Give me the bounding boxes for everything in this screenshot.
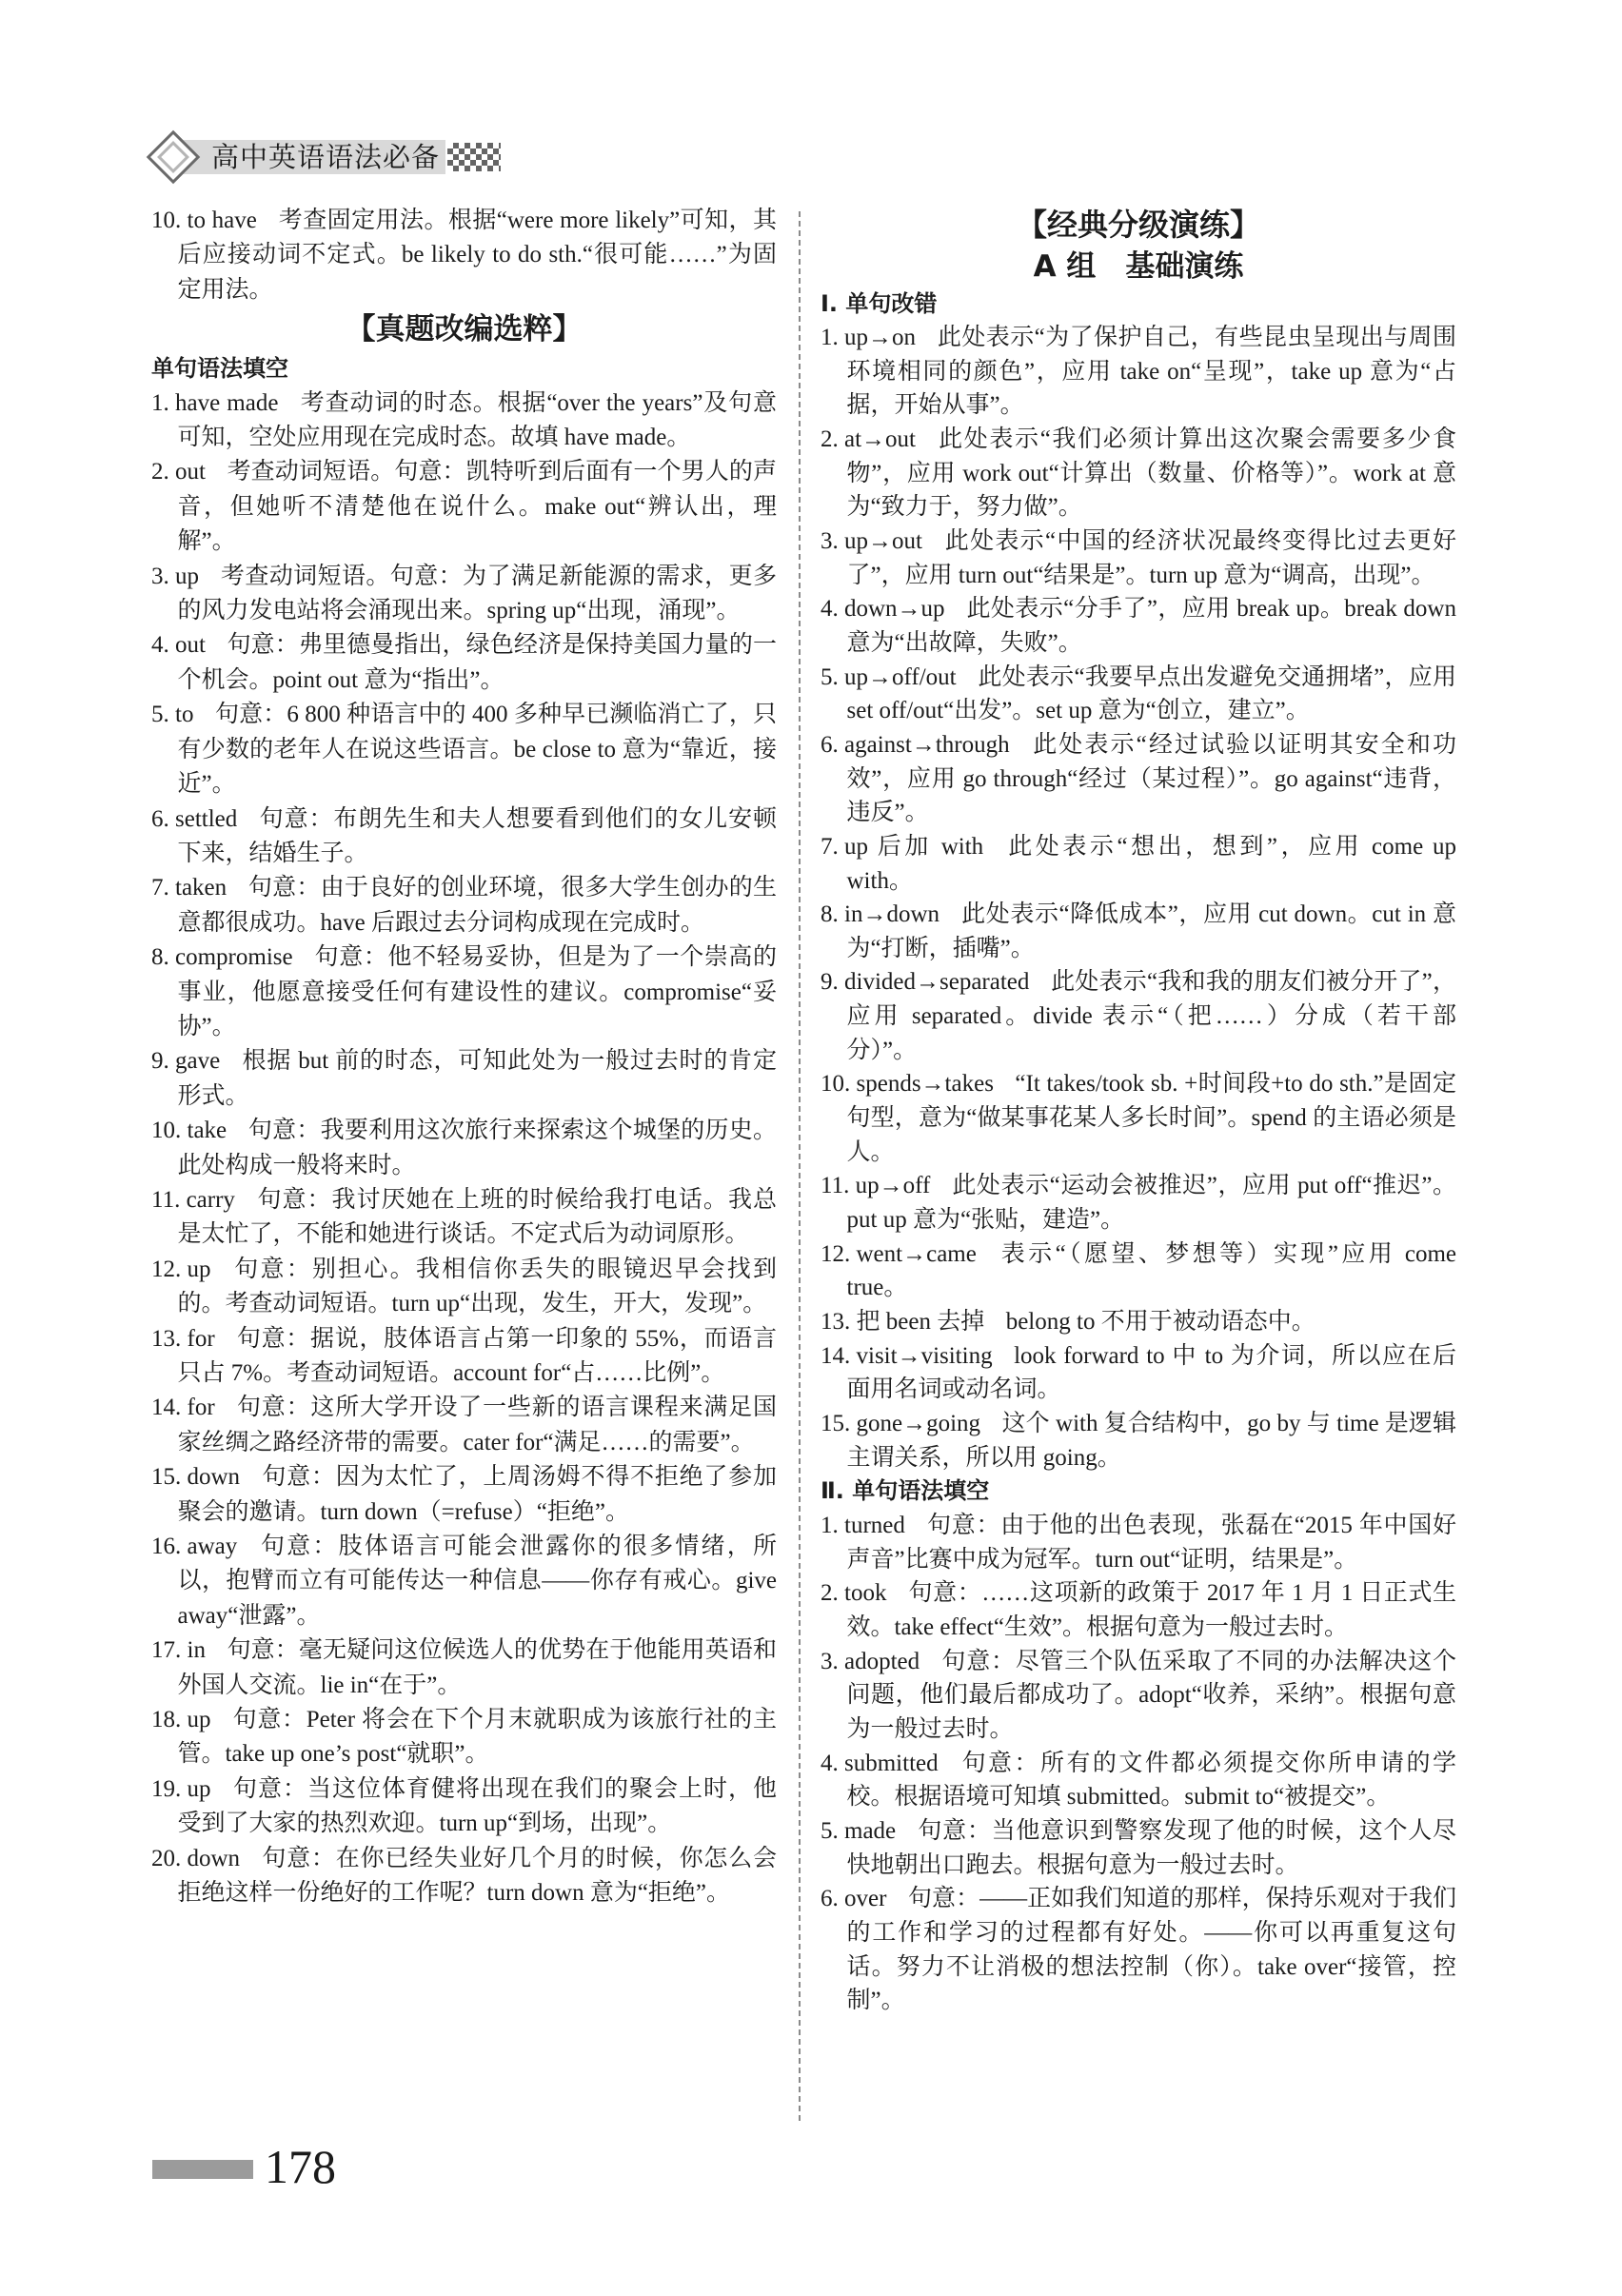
item-explanation: 句意：我要利用这次旅行来探索这个城堡的历史。此处构成一般将来时。: [177, 1118, 777, 1178]
item-explanation: 这个 with 复合结构中，go by 与 time 是逻辑主谓关系，所以用 going。: [846, 1411, 1456, 1471]
answer-item: [821, 423, 1456, 525]
part-heading: Ⅱ. 单句语法填空: [821, 1477, 990, 1505]
carryover-answer-item: [151, 204, 777, 307]
item-explanation: “It takes/took sb. +时间段+to do sth.”是固定句型，意为“做某事花某人多长时间”。spend 的主语必须是人。: [846, 1071, 1456, 1165]
item-explanation: 句意：毫无疑问这位候选人的优势在于他能用英语和外国人交流。lie in“在于”。: [177, 1637, 777, 1698]
item-number: 5.: [821, 1817, 839, 1844]
item-number: 6.: [821, 731, 839, 758]
answer-item: [821, 1169, 1456, 1237]
item-explanation: 此处表示“想出，想到”，应用 come up with。: [846, 833, 1456, 894]
item-number: 4.: [821, 596, 839, 623]
item-number: 8.: [821, 901, 839, 928]
item-answer: to have: [187, 208, 257, 233]
answer-item: [151, 1530, 777, 1633]
answer-item: [821, 592, 1456, 660]
item-answer: over: [844, 1886, 887, 1912]
item-explanation: 此处表示“分手了”，应用 break up。break down 意为“出故障，失败”。: [846, 596, 1456, 656]
answer-item: [821, 1339, 1456, 1407]
item-answer: made: [844, 1817, 897, 1844]
item-explanation: look forward to 中 to 为介词，所以应在后面用名词或动名词。: [846, 1342, 1456, 1403]
page-number: 178: [265, 2140, 336, 2193]
item-explanation: 句意：布朗先生和夫人想要看到他们的女儿安顿下来，结婚生子。: [177, 805, 777, 866]
section-title: 【真题改编选粹】: [346, 312, 583, 347]
item-explanation: 此处表示“我们必须计算出这次聚会需要多少食物”，应用 work out“计算出（数量、价格等）”。work at 意为“致力于，努力做”。: [846, 426, 1456, 521]
item-answer: for: [187, 1395, 215, 1421]
answer-item: [821, 661, 1456, 728]
item-number: 11.: [151, 1186, 181, 1213]
item-answer: in: [187, 1637, 206, 1664]
item-number: 9.: [821, 969, 839, 996]
item-answer: 把 been 去掉: [856, 1309, 985, 1336]
item-number: 2.: [821, 426, 839, 452]
item-explanation: 根据 but 前的时态，可知此处为一般过去时的肯定形式。: [177, 1048, 777, 1109]
item-answer: up→off/out: [844, 663, 957, 690]
item-answer: up→off: [855, 1173, 931, 1199]
answer-item: [821, 1067, 1456, 1169]
answer-item: [151, 1633, 777, 1703]
item-explanation: 句意：我讨厌她在上班的时候给我打电话。我总是太忙了，不能和她进行谈话。不定式后为动词原形。: [177, 1186, 777, 1248]
item-number: 1.: [821, 1512, 839, 1538]
answer-item: [151, 560, 777, 629]
item-number: 10.: [151, 1118, 182, 1144]
answer-item: [151, 1391, 777, 1460]
answer-item: [821, 1509, 1456, 1576]
item-answer: away: [187, 1534, 238, 1560]
item-number: 14.: [151, 1395, 182, 1421]
item-explanation: belong to 不用于被动语态中。: [1005, 1309, 1315, 1336]
section-title: 【经典分级演练】: [1016, 207, 1260, 243]
answer-item: [151, 1842, 777, 1911]
item-explanation: 句意：这所大学开设了一些新的语言课程来满足国家丝绸之路经济带的需要。cater for“满足……的需要”。: [177, 1395, 777, 1455]
item-answer: settled: [175, 805, 238, 832]
item-answer: up: [187, 1707, 211, 1733]
item-answer: took: [844, 1580, 887, 1607]
item-explanation: 考查动词短语。句意：凯特听到后面有一个男人的声音，但她听不清楚他在说什么。make out“辨认出，理解”。: [177, 459, 777, 555]
answer-item: [821, 1305, 1456, 1339]
answer-item: [151, 1703, 777, 1772]
diamond-ornament-icon: [147, 130, 201, 185]
item-number: 16.: [151, 1534, 182, 1560]
item-explanation: 考查固定用法。根据“were more likely”可知，其后应接动词不定式。be likely to do sth.“很可能……”为固定用法。: [177, 208, 777, 303]
item-answer: for: [187, 1325, 215, 1352]
answer-item: [151, 698, 777, 802]
answer-item: [821, 830, 1456, 898]
item-answer: out: [175, 632, 206, 659]
item-answer: have made: [175, 389, 279, 416]
item-answer: against→through: [844, 731, 1010, 758]
item-explanation: 此处表示“降低成本”，应用 cut down。cut in 意为“打断，插嘴”。: [846, 901, 1456, 961]
item-explanation: 句意：Peter 将会在下个月末就职成为该旅行社的主管。take up one’s post“就职”。: [177, 1707, 777, 1768]
answer-item: [151, 940, 777, 1044]
answer-item: [151, 386, 777, 456]
item-number: 6.: [151, 805, 169, 832]
item-answer: at→out: [844, 426, 916, 452]
item-explanation: 句意：……这项新的政策于 2017 年 1 月 1 日正式生效。take effect“生效”。根据句意为一般过去时。: [846, 1580, 1456, 1640]
answer-item: [151, 1253, 777, 1322]
footer-bar: [152, 2160, 253, 2179]
item-explanation: 此处表示“中国的经济状况最终变得比过去更好了”，应用 turn out“结果是”。turn up 意为“调高，出现”。: [846, 527, 1456, 588]
item-explanation: 句意：——正如我们知道的那样，保持乐观对于我们的工作和学习的过程都有好处。——你可以再重复这句话。努力不让消极的想法控制（你）。take over“接管，控制”。: [846, 1886, 1456, 2014]
item-explanation: 句意：尽管三个队伍采取了不同的办法解决这个问题，他们最后都成功了。adopt“收养，采纳”。根据句意为一般过去时。: [846, 1648, 1456, 1742]
item-explanation: 此处表示“经过试验以证明其安全和功效”，应用 go through“经过（某过程）”。go against“违背，违反”。: [846, 731, 1456, 826]
item-explanation: 此处表示“运动会被推迟”，应用 put off“推迟”。put up 意为“张贴，建造”。: [846, 1173, 1456, 1234]
item-answer: in→down: [844, 901, 940, 928]
checker-ornament-icon: [447, 143, 501, 171]
item-number: 1.: [821, 325, 839, 350]
group-title: A 组 基础演练: [1033, 249, 1244, 284]
item-number: 11.: [821, 1173, 850, 1199]
item-answer: turned: [844, 1512, 905, 1538]
item-number: 17.: [151, 1637, 182, 1664]
item-explanation: 句意：由于他的出色表现，张磊在“2015 年中国好声音”比赛中成为冠军。turn out“证明，结果是”。: [846, 1512, 1456, 1573]
answer-item: [151, 1183, 777, 1253]
item-explanation: 句意：在你已经失业好几个月的时候，你怎么会拒绝这样一份绝好的工作呢？turn down 意为“拒绝”。: [177, 1845, 777, 1907]
item-number: 12.: [151, 1256, 182, 1282]
answer-item: [151, 628, 777, 698]
item-answer: down: [187, 1845, 241, 1871]
answer-item: [821, 525, 1456, 592]
item-number: 9.: [151, 1048, 169, 1075]
item-number: 4.: [821, 1750, 839, 1776]
answer-item: [151, 1460, 777, 1530]
item-answer: down: [187, 1464, 241, 1491]
item-explanation: 考查动词短语。句意：为了满足新能源的需求，更多的风力发电站将会涌现出来。spring up“出现，涌现”。: [177, 563, 777, 624]
answer-item: [821, 1407, 1456, 1475]
item-number: 2.: [821, 1580, 839, 1607]
item-answer: taken: [175, 875, 227, 901]
answer-item: [151, 1114, 777, 1183]
item-number: 1.: [151, 389, 169, 416]
answer-item: [151, 802, 777, 872]
part-heading: Ⅰ. 单句改错: [821, 290, 938, 317]
item-answer: up: [187, 1256, 211, 1282]
item-number: 2.: [151, 459, 169, 485]
item-answer: submitted: [844, 1750, 939, 1776]
item-answer: take: [187, 1118, 227, 1144]
item-answer: visit→visiting: [856, 1342, 993, 1369]
answer-item: [151, 1322, 777, 1392]
answer-item: [821, 728, 1456, 830]
answer-item: [821, 1645, 1456, 1747]
item-number: 3.: [821, 527, 839, 554]
section-subheading: 单句语法填空: [151, 355, 288, 383]
item-answer: adopted: [844, 1648, 920, 1674]
answer-item: [821, 1237, 1456, 1305]
answer-item: [821, 1576, 1456, 1644]
item-explanation: 句意：由于良好的创业环境，很多大学生创办的生意都很成功。have 后跟过去分词构成现在完成时。: [177, 875, 777, 936]
item-explanation: 此处表示“我和我的朋友们被分开了”，应用 separated。divide 表示“（把……）分成（若干部分）”。: [846, 969, 1456, 1063]
answer-item: [821, 1882, 1456, 2018]
item-explanation: 句意：他不轻易妥协，但是为了一个崇高的事业，他愿意接受任何有建设性的建议。compromise“妥协”。: [177, 944, 777, 1039]
item-number: 13.: [151, 1325, 182, 1352]
item-number: 7.: [151, 875, 169, 901]
item-answer: went→came: [856, 1240, 977, 1267]
item-answer: up: [175, 563, 199, 589]
answer-item: [821, 965, 1456, 1067]
right-column: [821, 204, 1456, 2146]
item-answer: gone→going: [856, 1411, 981, 1436]
item-number: 20.: [151, 1845, 182, 1871]
answer-item: [151, 455, 777, 559]
item-number: 12.: [821, 1240, 851, 1267]
item-explanation: 此处表示“为了保护自己，有些昆虫呈现出与周围环境相同的颜色”，应用 take on“呈现”，take up 意为“占据，开始从事”。: [846, 325, 1456, 419]
item-number: 3.: [821, 1648, 839, 1674]
answer-list: [821, 321, 1456, 1475]
item-number: 15.: [151, 1464, 182, 1491]
item-number: 10.: [151, 208, 182, 233]
item-answer: up 后加 with: [844, 833, 984, 860]
item-number: 18.: [151, 1707, 182, 1733]
answer-list: [821, 1509, 1456, 2018]
item-answer: spends→takes: [856, 1071, 994, 1098]
item-explanation: 句意：弗里德曼指出，绿色经济是保持美国力量的一个机会。point out 意为“指出”。: [177, 632, 777, 693]
item-explanation: 句意：因为太忙了，上周汤姆不得不拒绝了参加聚会的邀请。turn down（=refuse）“拒绝”。: [177, 1464, 777, 1525]
item-answer: up: [187, 1775, 211, 1802]
item-answer: down→up: [844, 596, 945, 623]
answer-item: [151, 1772, 777, 1842]
left-column: [151, 204, 777, 2146]
item-number: 10.: [821, 1071, 851, 1098]
item-explanation: 句意：肢体语言可能会泄露你的很多情绪，所以，抱臂而立有可能传达一种信息——你存有戒心。give away“泄露”。: [177, 1534, 777, 1629]
item-number: 3.: [151, 563, 169, 589]
answer-list: [151, 386, 777, 1911]
answer-item: [821, 1747, 1456, 1814]
answer-item: [151, 871, 777, 940]
item-answer: compromise: [175, 944, 293, 971]
item-explanation: 句意：别担心。我相信你丢失的眼镜迟早会找到的。考查动词短语。turn up“出现，发生，开大，发现”。: [177, 1256, 777, 1317]
item-number: 13.: [821, 1309, 851, 1336]
item-number: 15.: [821, 1411, 851, 1436]
item-explanation: 句意：当这位体育健将出现在我们的聚会上时，他受到了大家的热烈欢迎。turn up“到场，出现”。: [177, 1775, 777, 1837]
item-explanation: 句意：6 800 种语言中的 400 多种早已濒临消亡了，只有少数的老年人在说这些语言。be close to 意为“靠近，接近”。: [177, 702, 777, 798]
item-explanation: 表示“（愿望、梦想等）实现”应用 come true。: [846, 1240, 1456, 1301]
item-number: 5.: [151, 702, 169, 728]
item-explanation: 此处表示“我要早点出发避免交通拥堵”，应用 set off/out“出发”。set up 意为“创立，建立”。: [846, 663, 1456, 724]
answer-item: [821, 898, 1456, 965]
item-number: 6.: [821, 1886, 839, 1912]
item-number: 4.: [151, 632, 169, 659]
item-explanation: 句意：当他意识到警察发现了他的时候，这个人尽快地朝出口跑去。根据句意为一般过去时。: [846, 1817, 1456, 1878]
item-answer: to: [175, 702, 194, 728]
answer-item: [821, 1814, 1456, 1882]
item-answer: up→on: [844, 325, 916, 350]
item-number: 8.: [151, 944, 169, 971]
answer-item: [821, 321, 1456, 423]
item-explanation: 考查动词的时态。根据“over the years”及句意可知，空处应用现在完成时态。故填 have made。: [177, 389, 777, 451]
item-number: 5.: [821, 663, 839, 690]
item-explanation: 句意：所有的文件都必须提交你所申请的学校。根据语境可知填 submitted。submit to“被提交”。: [846, 1750, 1456, 1811]
item-answer: divided→separated: [844, 969, 1030, 996]
column-divider: [799, 211, 801, 2121]
item-answer: gave: [175, 1048, 221, 1075]
item-answer: up→out: [844, 527, 922, 554]
book-title: 高中英语语法必备: [211, 141, 441, 173]
item-number: 14.: [821, 1342, 851, 1369]
item-explanation: 句意：据说，肢体语言占第一印象的 55%，而语言只占 7%。考查动词短语。account for“占……比例”。: [177, 1325, 777, 1386]
answer-item: [151, 1044, 777, 1114]
item-number: 19.: [151, 1775, 182, 1802]
item-answer: out: [175, 459, 206, 485]
item-number: 7.: [821, 833, 839, 860]
item-answer: carry: [186, 1186, 235, 1213]
